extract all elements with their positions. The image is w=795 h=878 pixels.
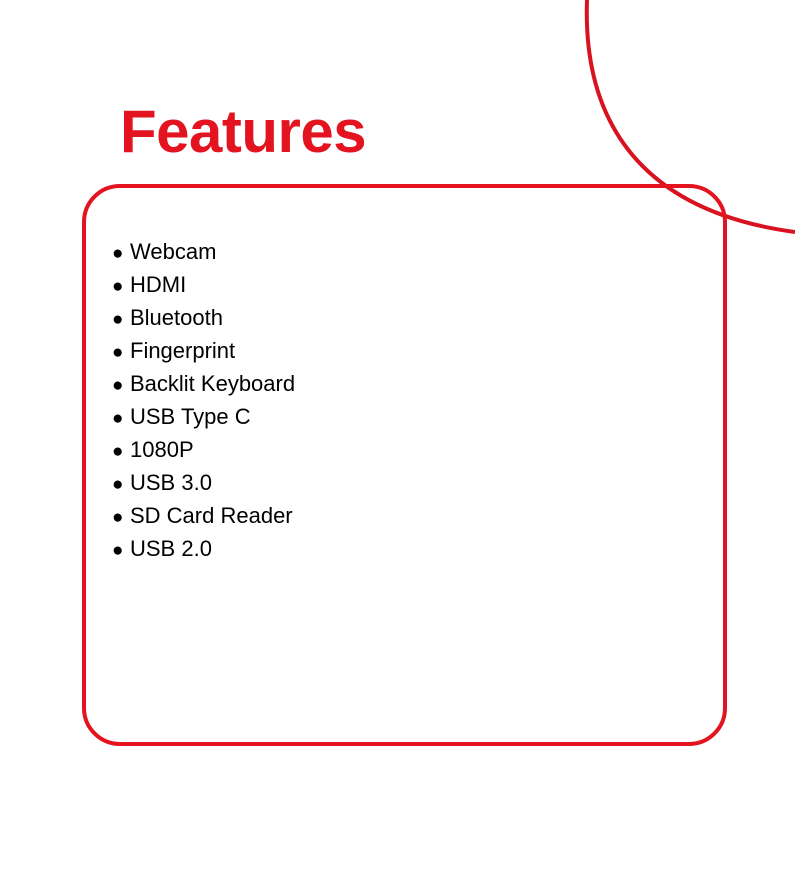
list-item <box>112 335 295 368</box>
bullet-icon: ● <box>112 342 124 363</box>
bullet-icon: ● <box>112 540 124 561</box>
list-item <box>112 236 295 269</box>
feature-label: Backlit Keyboard <box>130 371 296 396</box>
feature-label: SD Card Reader <box>130 503 293 528</box>
feature-label: USB Type C <box>130 404 251 429</box>
feature-label: Webcam <box>130 239 217 264</box>
bullet-icon: ● <box>112 375 124 396</box>
list-item <box>112 269 295 302</box>
list-item <box>112 467 295 500</box>
bullet-icon: ● <box>112 408 124 429</box>
bullet-icon: ● <box>112 441 124 462</box>
feature-label: HDMI <box>130 272 187 297</box>
feature-label: Fingerprint <box>130 338 236 363</box>
features-list <box>112 236 295 566</box>
feature-label: Bluetooth <box>130 305 223 330</box>
page-title: Features <box>120 98 367 166</box>
bullet-icon: ● <box>112 507 124 528</box>
feature-label: USB 3.0 <box>130 470 212 495</box>
bullet-icon: ● <box>112 309 124 330</box>
list-item <box>112 302 295 335</box>
feature-label: 1080P <box>130 437 194 462</box>
bullet-icon: ● <box>112 474 124 495</box>
bullet-icon: ● <box>112 276 124 297</box>
feature-label: USB 2.0 <box>130 536 212 561</box>
list-item <box>112 434 295 467</box>
list-item <box>112 533 295 566</box>
list-item <box>112 500 295 533</box>
list-item <box>112 368 295 401</box>
bullet-icon: ● <box>112 243 124 264</box>
list-item <box>112 401 295 434</box>
